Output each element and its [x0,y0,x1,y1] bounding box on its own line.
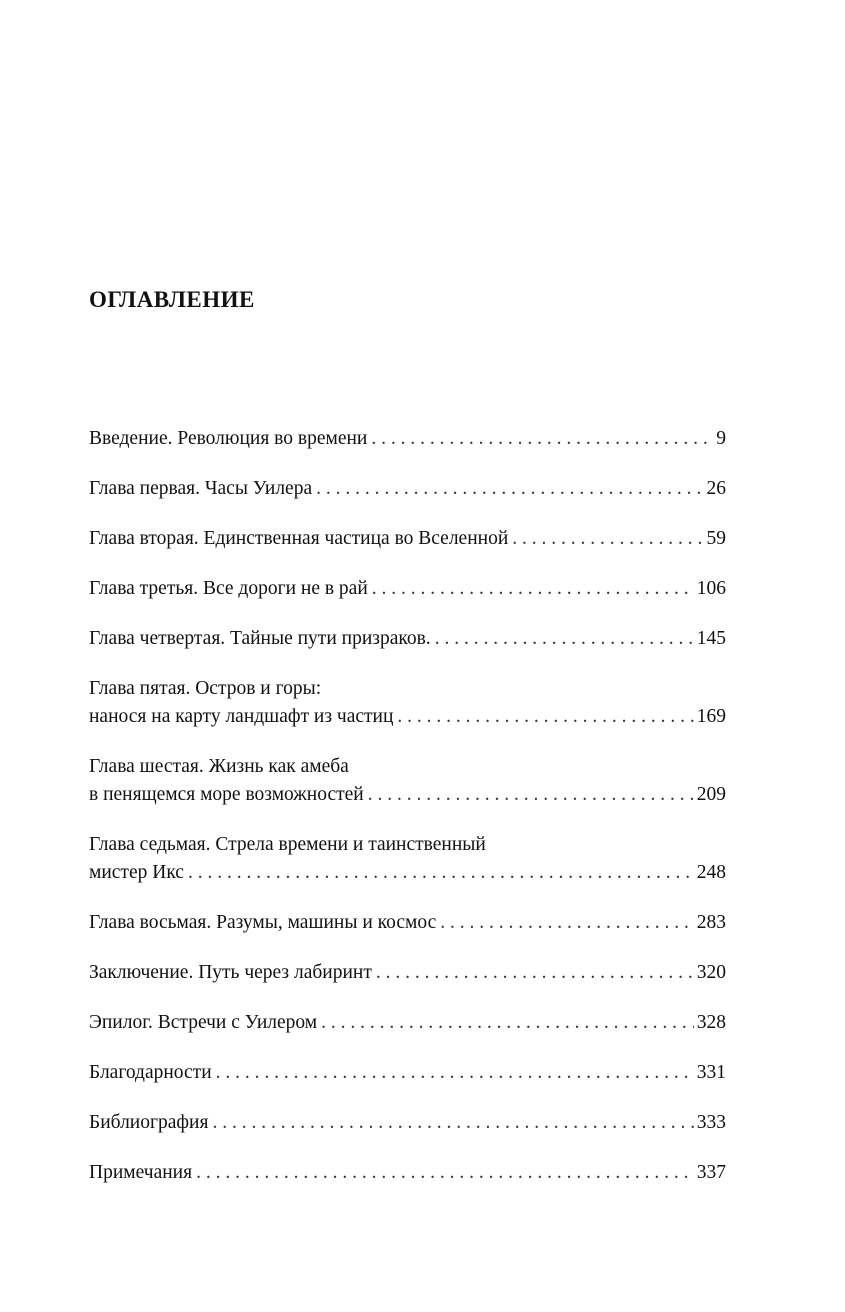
toc-entry-page-number: 248 [696,862,726,883]
dot-leader [512,525,703,553]
toc-entry-title: Глава вторая. Единственная частица во Вселенной [89,528,509,549]
toc-entry-page-number: 328 [696,1012,726,1033]
toc-entry-line [89,753,726,781]
toc-entry-title: в пенящемся море возможностей [89,784,364,805]
toc-entry-page-number: 283 [696,912,726,933]
toc-entry-line [89,475,726,503]
toc-entry-page-number: 26 [706,478,726,499]
toc-entry-line [89,575,726,603]
toc-entry[interactable] [89,909,726,937]
toc-entry-title: мистер Икс [89,862,184,883]
dot-leader [212,1109,693,1137]
table-of-contents [89,425,726,1209]
dot-leader [321,1009,694,1037]
toc-entry[interactable] [89,1009,726,1037]
toc-entry-title: Примечания [89,1162,193,1183]
toc-entry-title: Глава третья. Все дороги не в рай [89,578,368,599]
toc-entry-title: Заключение. Путь через лабиринт [89,962,372,983]
toc-entry-title: Эпилог. Встречи с Уилером [89,1012,318,1033]
toc-entry[interactable] [89,1109,726,1137]
toc-entry-title: Глава первая. Часы Уилера [89,478,313,499]
toc-entry-line [89,959,726,987]
toc-entry-line [89,1009,726,1037]
toc-entry-line [89,525,726,553]
toc-entry-page-number: 145 [696,628,726,649]
dot-leader [397,703,693,731]
dot-leader [216,1059,694,1087]
toc-entry[interactable] [89,425,726,453]
toc-entry-title: нанося на карту ландшафт из частиц [89,706,394,727]
dot-leader [196,1159,694,1187]
toc-entry-line [89,425,726,453]
toc-entry-line [89,909,726,937]
toc-entry-title: Глава восьмая. Разумы, машины и космос [89,912,437,933]
toc-entry-title: Благодарности [89,1062,212,1083]
toc-entry-page-number: 333 [696,1112,726,1133]
toc-entry-line [89,831,726,859]
toc-entry-page-number: 320 [696,962,726,983]
dot-leader [371,425,713,453]
dot-leader [368,781,694,809]
toc-entry-title: Глава четвертая. Тайные пути призраков. [89,628,431,649]
dot-leader [188,859,694,887]
toc-entry-page-number: 106 [696,578,726,599]
toc-entry[interactable] [89,831,726,887]
toc-entry-title: Глава шестая. Жизнь как амеба [89,756,349,777]
toc-entry-line [89,703,726,731]
toc-entry[interactable] [89,753,726,809]
toc-entry[interactable] [89,675,726,731]
toc-entry-title: Введение. Революция во времени [89,428,368,449]
toc-entry-page-number: 59 [706,528,726,549]
toc-entry[interactable] [89,475,726,503]
dot-leader [316,475,703,503]
toc-entry-page-number: 169 [696,706,726,727]
dot-leader [440,909,694,937]
toc-entry-title: Глава пятая. Остров и горы: [89,678,322,699]
dot-leader [372,575,694,603]
toc-entry-page-number: 9 [716,428,726,449]
toc-entry-page-number: 209 [696,784,726,805]
toc-entry-line [89,1109,726,1137]
toc-entry-page-number: 337 [696,1162,726,1183]
toc-entry-line [89,675,726,703]
toc-entry[interactable] [89,625,726,653]
toc-entry[interactable] [89,525,726,553]
dot-leader [435,625,694,653]
toc-entry[interactable] [89,959,726,987]
page-title: ОГЛАВЛЕНИЕ [89,287,255,312]
toc-entry-line [89,1159,726,1187]
toc-entry-title: Библиография [89,1112,209,1133]
toc-entry-line [89,625,726,653]
toc-entry[interactable] [89,1159,726,1187]
toc-entry-page-number: 331 [696,1062,726,1083]
toc-entry-line [89,781,726,809]
dot-leader [376,959,694,987]
toc-entry-title: Глава седьмая. Стрела времени и таинственный [89,834,486,855]
toc-entry[interactable] [89,1059,726,1087]
toc-entry-line [89,859,726,887]
toc-entry-line [89,1059,726,1087]
toc-entry[interactable] [89,575,726,603]
